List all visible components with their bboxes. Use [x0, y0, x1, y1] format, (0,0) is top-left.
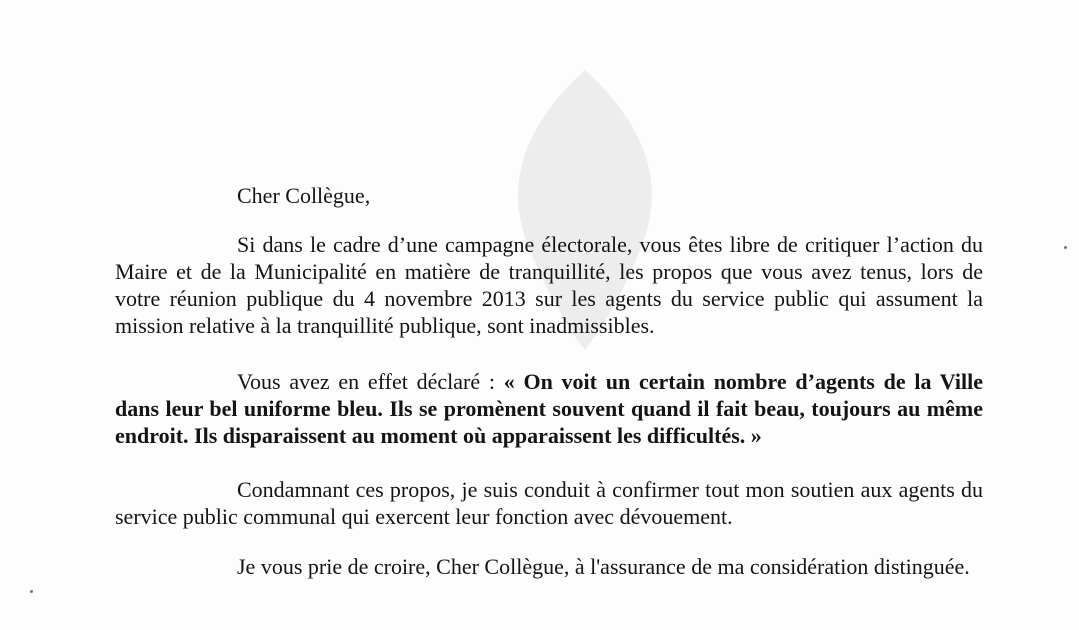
salutation: Cher Collègue, [237, 183, 371, 208]
paragraph-criticism: Si dans le cadre d’une campagne électorale, vous êtes libre de critiquer l’action du Maire et de la Municipalité en matière de tranquillité, les propos que vous avez tenus, lors de votre réunion publique du 4 novembre 2013 sur les agents du service public qui assument la mission relative à la tranquillité publique, sont inadmissibles. [115, 232, 983, 338]
quote-lead: Vous avez en effet déclaré : [237, 369, 504, 394]
scan-speck [30, 590, 33, 593]
quoted-statement: « On voit un certain nombre d’agents de la Ville dans leur bel uniforme bleu. Ils se promènent souvent quand il fait beau, toujours au même endroit. Ils disparaissent au moment où apparaissent les difficultés. » [115, 369, 983, 448]
paragraph-support: Condamnant ces propos, je suis conduit à confirmer tout mon soutien aux agents du service public communal qui exercent leur fonction avec dévouement. [115, 477, 983, 529]
paragraph-quote [115, 368, 983, 449]
scan-speck [1064, 246, 1067, 249]
paragraph-closing: Je vous prie de croire, Cher Collègue, à l'assurance de ma considération distinguée. [237, 554, 970, 579]
